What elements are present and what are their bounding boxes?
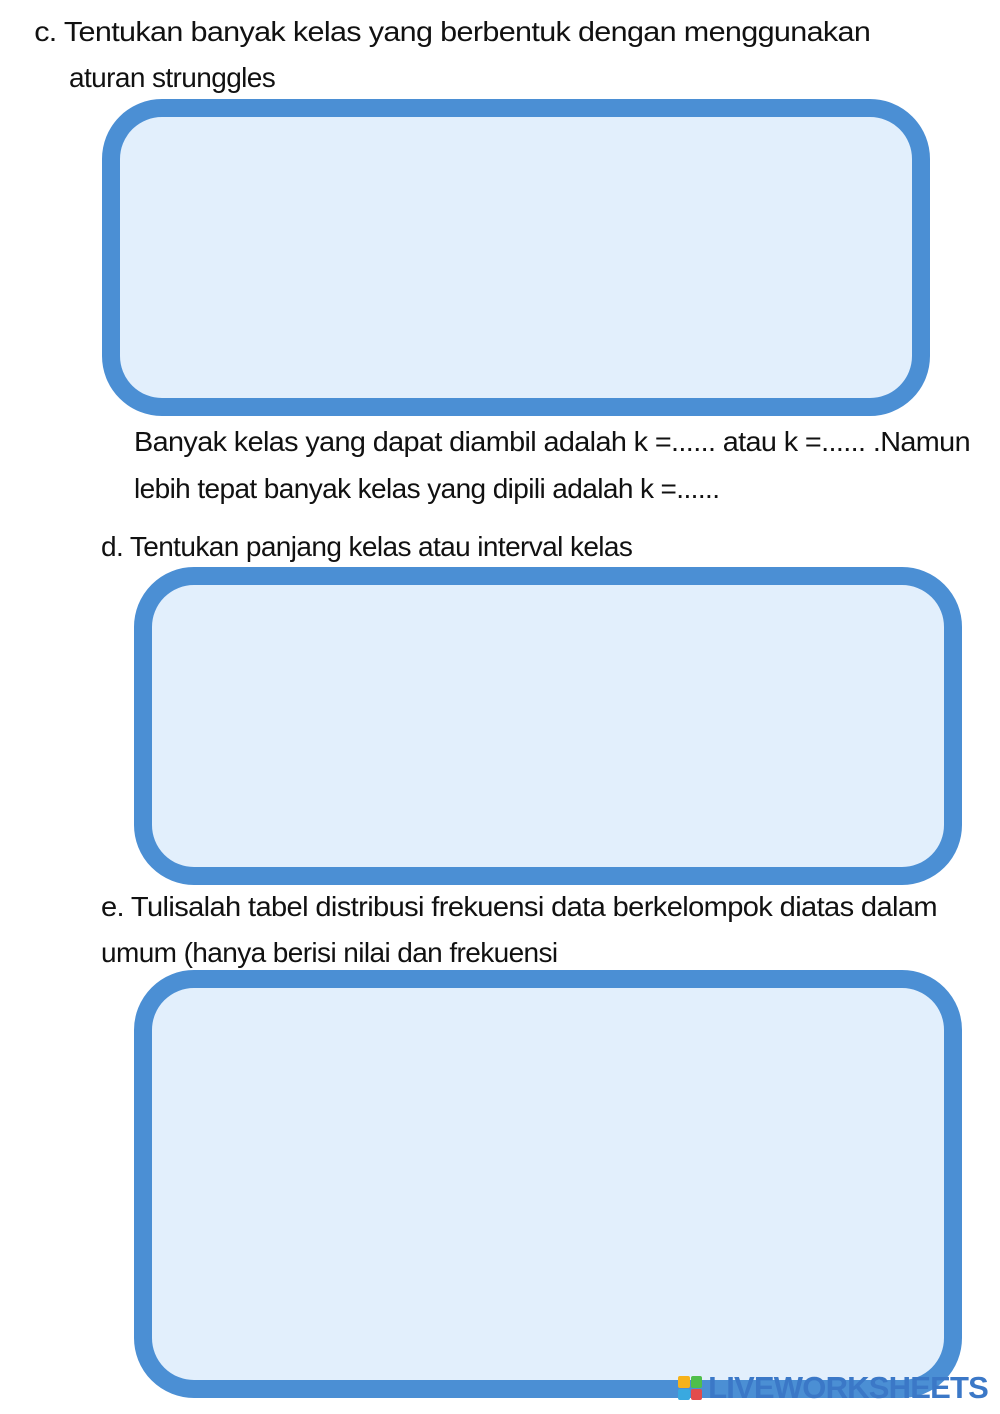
answer-input-d[interactable] <box>152 585 944 867</box>
answer-box-d[interactable] <box>134 567 962 885</box>
question-c-line-1 <box>34 9 905 55</box>
question-e-line-2: umum (hanya berisi nilai dan frekuensi <box>101 937 558 968</box>
question-c-line-2: aturan strunggles <box>69 62 276 93</box>
answer-box-c[interactable] <box>102 99 930 416</box>
answer-box-e[interactable] <box>134 970 962 1398</box>
liveworksheets-logo <box>678 1370 988 1406</box>
logo-square-2 <box>691 1376 703 1388</box>
question-c-line-1-text: c. Tentukan banyak kelas yang berbentuk dengan menggunakan <box>34 16 871 47</box>
answer-input-c[interactable] <box>120 117 912 398</box>
logo-square-4 <box>691 1389 703 1401</box>
answer-c-line-1: Banyak kelas yang dapat diambil adalah k =...... atau k =...... .Namun <box>134 426 970 457</box>
logo-square-3 <box>678 1389 690 1401</box>
answer-c-line-2: lebih tepat banyak kelas yang dipili adalah k =...... <box>134 473 720 504</box>
liveworksheets-logo-text: LIVEWORKSHEETS <box>708 1370 988 1405</box>
liveworksheets-logo-icon <box>678 1376 702 1400</box>
logo-square-1 <box>678 1376 690 1388</box>
question-e-line-1: e. Tulisalah tabel distribusi frekuensi data berkelompok diatas dalam <box>101 891 937 922</box>
question-d: d. Tentukan panjang kelas atau interval kelas <box>101 531 633 562</box>
answer-input-e[interactable] <box>152 988 944 1380</box>
